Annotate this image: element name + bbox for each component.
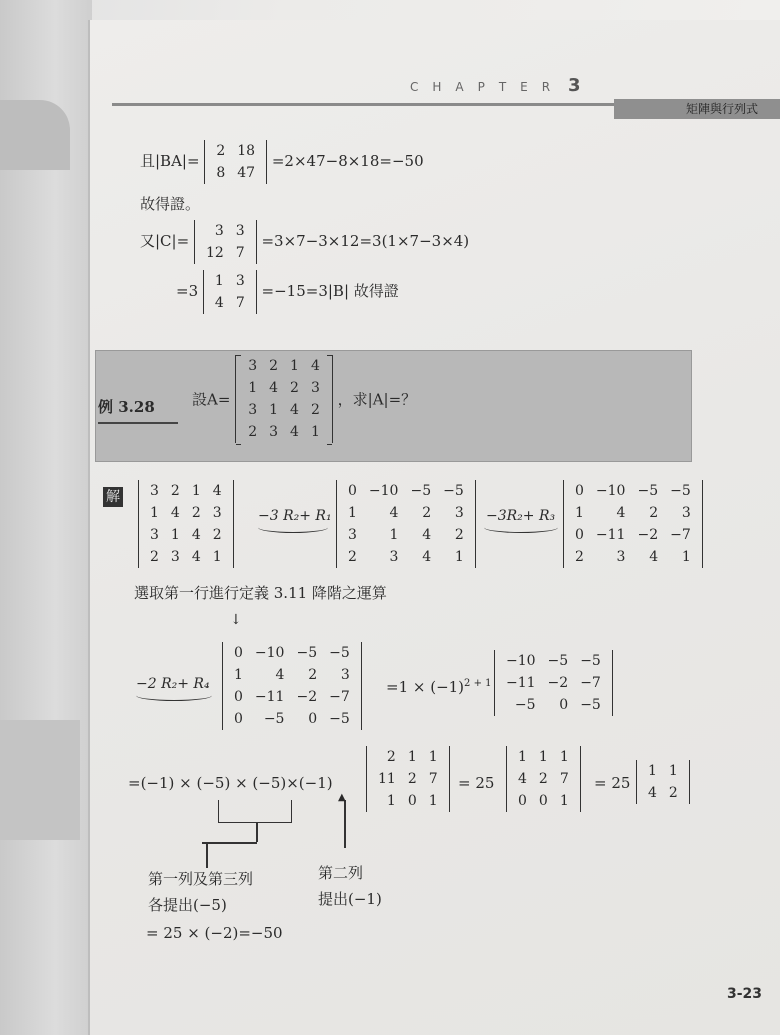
matrix-entry: 1 [348,505,357,521]
matrix-entry: 0 [559,697,569,713]
det-ba [204,140,267,184]
matrix-entry: 1 [386,793,396,809]
matrix-entry: 2 [422,505,432,521]
matrix-entry: 1 [212,549,222,565]
matrix-entry: 8 [216,165,226,181]
chapter-number: 3 [568,75,581,96]
matrix-entry: 1 [191,483,201,499]
matrix-entry: 2 [150,549,159,565]
proof-line-2: 故得證。 [140,195,201,213]
matrix-entry: 47 [237,165,256,181]
matrix-entry: 2 [170,483,180,499]
matrix-entry: −5 [329,645,350,661]
proof-line-3-suffix: =3×7−3×12=3(1×7−3×4) [261,232,470,250]
matrix-entry: 4 [290,424,299,440]
matrix-entry: 1 [575,505,584,521]
expansion-factor-text: =1 × (−1) [386,678,465,696]
det-m4 [222,642,362,730]
matrix-entry: −7 [670,527,691,543]
matrix-entry: 4 [275,667,285,683]
factor-bracket-stem [256,822,258,842]
proof-line-3-prefix: 又|C|= [140,232,190,250]
eq-25-a: = 25 [458,774,495,792]
matrix-entry: 3 [681,505,691,521]
matrix-entry: −2 [637,527,659,543]
up-arrow-icon: ▲ [338,792,346,803]
matrix-entry: 4 [290,402,299,418]
matrix-entry: 4 [170,505,180,521]
proof-line-1-prefix: 且|BA|= [140,152,200,170]
matrix-entry: −5 [410,483,432,499]
det-m7 [506,746,581,812]
matrix-entry: −5 [514,697,536,713]
row-op-2: −3R₂+ R₃ [486,508,556,524]
matrix-entry: 11 [378,771,396,787]
matrix-entry: 12 [205,245,224,261]
matrix-entry: −7 [329,689,350,705]
matrix-entry: 4 [649,549,659,565]
matrix-entry: −5 [670,483,691,499]
det-m2 [336,480,476,568]
matrix-entry: −11 [254,689,285,705]
matrix-entry: 2 [290,380,299,396]
matrix-entry: 2 [248,424,258,440]
matrix-entry: 0 [234,711,243,727]
matrix-entry: 2 [538,771,548,787]
matrix-entry: 1 [681,549,691,565]
matrix-entry: 4 [616,505,626,521]
matrix-entry: 18 [237,143,256,159]
matrix-entry: 7 [235,245,245,261]
matrix-entry: −5 [580,697,601,713]
factor-arrow-line [206,842,208,868]
matrix-entry: 3 [310,380,320,396]
annotation-2-line-2: 提出(−1) [318,890,382,908]
det-b [203,270,257,314]
matrix-entry: 4 [389,505,399,521]
final-result: = 25 × (−2)=−50 [146,924,283,942]
matrix-entry: 0 [575,483,584,499]
section-title-tab [614,99,780,119]
row-op-3: −2 R₂+ R₄ [136,676,210,692]
matrix-entry: 3 [389,549,399,565]
matrix-entry: 3 [616,549,626,565]
matrix-entry: −10 [595,483,626,499]
det-m6 [366,746,450,812]
solution-badge: 解 [103,487,123,507]
proof-line-4-suffix: =−15=3|B| 故得證 [261,282,399,300]
matrix-entry: 0 [407,793,417,809]
matrix-entry: 2 [308,667,318,683]
matrix-entry: 2 [348,549,357,565]
matrix-entry: 0 [348,483,357,499]
det-m8 [636,760,690,804]
matrix-entry: 3 [150,483,159,499]
matrix-entry: 4 [269,380,279,396]
matrix-entry: 1 [559,793,569,809]
matrix-entry: 2 [407,771,417,787]
proof-line-4 [176,270,399,314]
matrix-entry: −11 [595,527,626,543]
matrix-entry: 1 [269,402,279,418]
factor-extraction: =(−1) × (−5) × (−5)×(−1) [128,774,333,792]
reduction-note: 選取第一行進行定義 3.11 降階之運算 [134,584,387,602]
expansion-factor [386,678,492,696]
matrix-entry: 1 [454,549,464,565]
matrix-entry: 0 [234,689,243,705]
matrix-entry: −2 [547,675,569,691]
matrix-entry: 0 [575,527,584,543]
matrix-entry: 3 [340,667,350,683]
matrix-entry: 2 [212,527,222,543]
row-op-2-arc [484,522,558,533]
matrix-entry: 1 [428,793,438,809]
matrix-entry: 3 [348,527,357,543]
factor-bracket [218,800,292,823]
matrix-entry: 1 [170,527,180,543]
matrix-entry: 3 [248,358,258,374]
example-underline [98,422,178,424]
proof-line-1-suffix: =2×47−8×18=−50 [271,152,424,170]
matrix-entry: 0 [234,645,243,661]
matrix-entry: 2 [216,143,226,159]
matrix-entry: −5 [547,653,569,669]
matrix-entry: 1 [407,749,417,765]
matrix-entry: 4 [518,771,527,787]
matrix-entry: 2 [269,358,279,374]
matrix-entry: −10 [368,483,399,499]
det-m3 [563,480,703,568]
row-op-1-arc [258,522,328,533]
matrix-entry: 3 [235,273,245,289]
section-title: 矩陣與行列式 [685,102,758,116]
matrix-entry: −2 [296,689,318,705]
matrix-entry: 0 [518,793,527,809]
row2-arrow-line [344,800,346,848]
matrix-entry: −10 [254,645,285,661]
factor-connector [202,842,257,844]
proof-line-3 [140,220,469,264]
proof-line-4-prefix: =3 [176,282,199,300]
eq-25-b: = 25 [594,774,631,792]
matrix-entry: 2 [454,527,464,543]
matrix-entry: −5 [263,711,285,727]
matrix-entry: 2 [575,549,584,565]
matrix-entry: 1 [389,527,399,543]
previous-page-shade [0,720,80,840]
det-m5 [494,650,613,716]
previous-page-tab [0,100,70,170]
matrix-entry: 4 [310,358,320,374]
matrix-entry: −5 [296,645,318,661]
matrix-entry: 2 [310,402,320,418]
row-op-3-arc [136,690,212,701]
matrix-entry: 4 [422,549,432,565]
matrix-entry: 0 [538,793,548,809]
proof-line-1 [140,140,424,184]
matrix-entry: 1 [428,749,438,765]
matrix-entry: 1 [290,358,299,374]
matrix-entry: 2 [668,785,678,801]
matrix-entry: −5 [580,653,601,669]
matrix-entry: −5 [329,711,350,727]
matrix-entry: 3 [248,402,258,418]
matrix-entry: 3 [214,223,224,239]
example-label: 例 3.28 [98,398,155,416]
expansion-exponent: 2 + 1 [464,678,492,689]
matrix-entry: 7 [428,771,438,787]
matrix-entry: 1 [150,505,159,521]
matrix-entry: 0 [308,711,318,727]
matrix-entry: 3 [212,505,222,521]
matrix-entry: 1 [234,667,243,683]
annotation-2-line-1: 第二列 [318,864,364,882]
matrix-a [235,355,333,443]
det-m1 [138,480,234,568]
matrix-entry: 3 [235,223,245,239]
matrix-entry: 4 [422,527,432,543]
matrix-entry: 7 [235,295,245,311]
row-op-1: −3 R₂+ R₁ [258,508,332,524]
matrix-entry: 1 [214,273,224,289]
matrix-entry: 4 [212,483,222,499]
matrix-entry: −5 [443,483,464,499]
matrix-entry: 3 [170,549,180,565]
matrix-entry: 1 [538,749,548,765]
matrix-entry: 2 [649,505,659,521]
matrix-entry: 3 [454,505,464,521]
matrix-entry: 4 [191,549,201,565]
det-c [194,220,257,264]
matrix-entry: −7 [580,675,601,691]
chapter-label: CHAPTER [410,80,565,94]
matrix-entry: 1 [518,749,527,765]
matrix-entry: 4 [214,295,224,311]
matrix-entry: 1 [668,763,678,779]
example-statement [192,355,416,443]
matrix-entry: −11 [506,675,536,691]
matrix-entry: 7 [559,771,569,787]
matrix-entry: 2 [386,749,396,765]
page-number: 3-23 [726,986,762,1002]
matrix-entry: 1 [310,424,320,440]
annotation-1-line-1: 第一列及第三列 [148,870,254,888]
matrix-entry: 4 [191,527,201,543]
matrix-entry: 1 [559,749,569,765]
matrix-entry: 1 [648,763,657,779]
example-prefix: 設A= [192,390,231,409]
matrix-entry: −10 [506,653,536,669]
annotation-1-line-2: 各提出(−5) [148,896,227,914]
matrix-entry: 3 [150,527,159,543]
example-suffix: ，求|A|=？ [337,390,417,409]
matrix-entry: 1 [248,380,258,396]
matrix-entry: 2 [191,505,201,521]
down-arrow-icon: ↓ [230,612,242,628]
matrix-entry: −5 [637,483,659,499]
matrix-entry: 4 [648,785,657,801]
matrix-entry: 3 [269,424,279,440]
